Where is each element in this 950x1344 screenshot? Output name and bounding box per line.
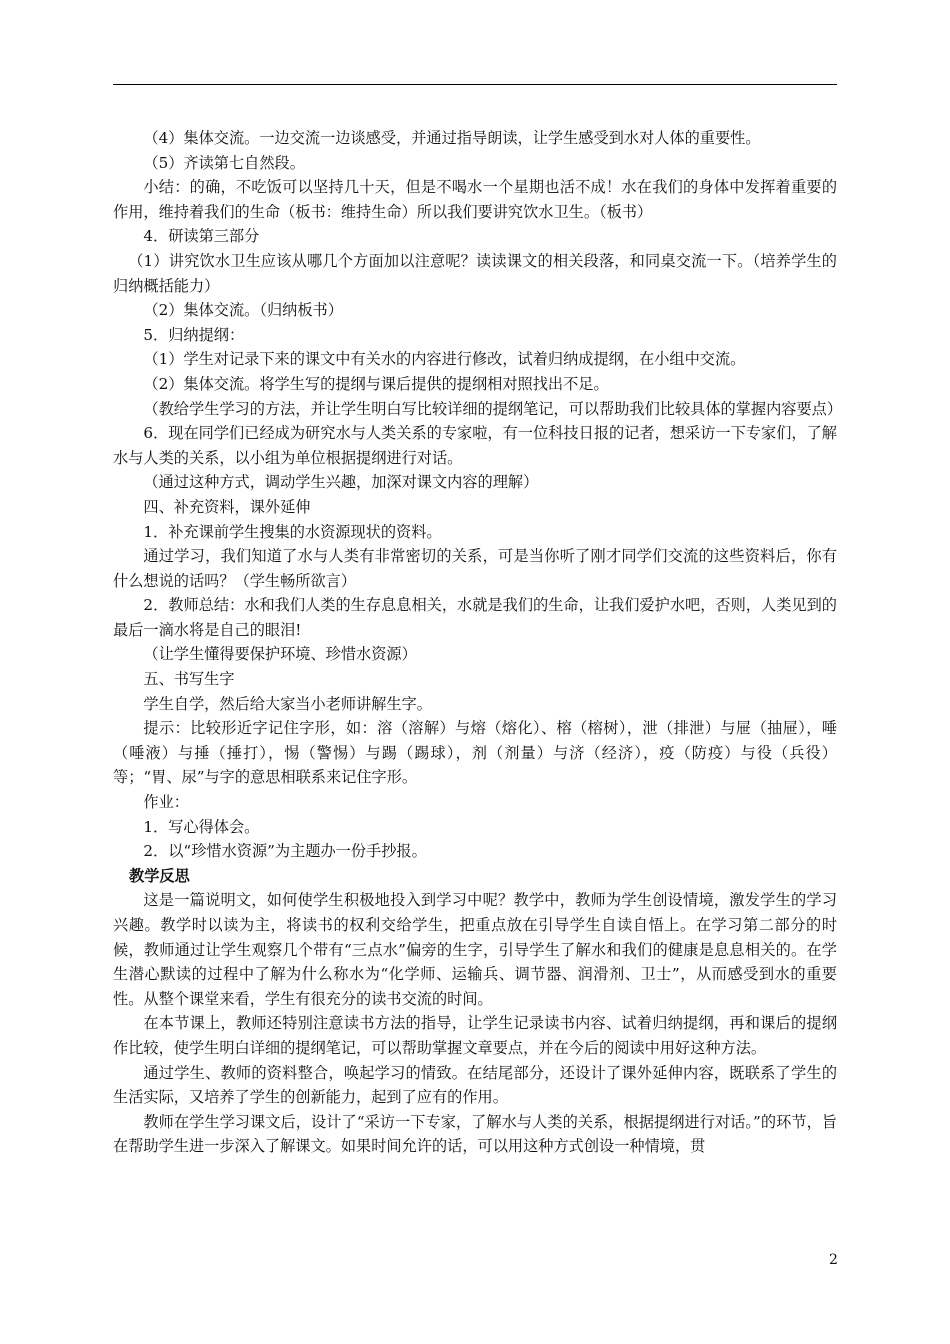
section-title: 四、补充资料，课外延伸 bbox=[143, 497, 311, 516]
paragraph: 6．现在同学们已经成为研究水与人类关系的专家啦，有一位科技日报的记者，想采访一下专家们，了解水与人类的关系，以小组为单位根据提纲进行对话。 bbox=[113, 424, 837, 467]
paragraph: （4）集体交流。一边交流一边谈感受，并通过指导朗读，让学生感受到水对人体的重要性。 bbox=[143, 129, 761, 147]
paragraph: （让学生懂得要保护环境、珍惜水资源） bbox=[143, 645, 417, 664]
paragraph: 提示：比较形近字记住字形，如：溶（溶解）与熔（熔化）、榕（榕树），泄（排泄）与屉（抽屉），唾（唾液）与捶（捶打），惕（警惕）与踢（踢球），剂（剂量）与济（经济），疫（防疫）与役（兵役）等；“胃、尿”与字的意思相联系来记住字形。 bbox=[113, 719, 837, 787]
paragraph: 4．研读第三部分 bbox=[143, 227, 260, 246]
paragraph: （通过这种方式，调动学生兴趣，加深对课文内容的理解） bbox=[143, 473, 539, 492]
header-rule bbox=[113, 84, 837, 85]
paragraph: 2．教师总结：水和我们人类的生存息息相关，水就是我们的生命，让我们爱护水吧，否则，人类见到的最后一滴水将是自己的眼泪! bbox=[113, 596, 837, 639]
paragraph: 作业： bbox=[143, 793, 189, 812]
paragraph: （2）集体交流。（归纳板书） bbox=[143, 301, 343, 320]
paragraph: （2）集体交流。将学生写的提纲与课后提供的提纲相对照找出不足。 bbox=[143, 374, 609, 393]
section-title: 五、书写生字 bbox=[143, 670, 235, 689]
reflection-paragraph: 教师在学生学习课文后，设计了“采访一下专家，了解水与人类的关系，根据提纲进行对话。”的环节，旨在帮助学生进一步深入了解课文。如果时间允许的话，可以用这种方式创设一种情境，贯 bbox=[113, 1112, 837, 1156]
paragraph: （1）学生对记录下来的课文中有关水的内容进行修改，试着归纳成提纲，在小组中交流。 bbox=[143, 350, 746, 369]
page-number: 2 bbox=[829, 1252, 838, 1268]
paragraph: 通过学习，我们知道了水与人类有非常密切的关系，可是当你听了刚才同学们交流的这些资料后，你有什么想说的话吗？（学生畅所欲言） bbox=[113, 547, 837, 590]
paragraph: 学生自学，然后给大家当小老师讲解生字。 bbox=[143, 694, 432, 713]
paragraph: 小结：的确，不吃饭可以坚持几十天，但是不喝水一个星期也活不成！水在我们的身体中发挥着重要的作用，维持着我们的生命（板书：维持生命）所以我们要讲究饮水卫生。（板书） bbox=[113, 178, 837, 221]
reflection-paragraph: 通过学生、教师的资料整合，唤起学习的情致。在结尾部分，还设计了课外延伸内容，既联系了学生的生活实际，又培养了学生的创新能力，起到了应有的作用。 bbox=[113, 1063, 837, 1107]
paragraph: 1．写心得体会。 bbox=[143, 817, 260, 836]
paragraph: （教给学生学习的方法，并让学生明白写比较详细的提纲笔记，可以帮助我们比较具体的掌握内容要点） bbox=[143, 399, 843, 418]
paragraph: 1．补充课前学生搜集的水资源现状的资料。 bbox=[143, 522, 442, 541]
document-body bbox=[113, 126, 843, 1159]
paragraph: （1）讲究饮水卫生应该从哪几个方面加以注意呢？读读课文的相关段落，和同桌交流一下。（培养学生的归纳概括能力） bbox=[113, 251, 837, 295]
paragraph: （5）齐读第七自然段。 bbox=[143, 153, 305, 172]
reflection-heading: 教学反思 bbox=[129, 866, 190, 885]
reflection-paragraph: 在本节课上，教师还特别注意读书方法的指导，让学生记录读书内容、试着归纳提纲，再和课后的提纲作比较，使学生明白详细的提纲笔记，可以帮助掌握文章要点，并在今后的阅读中用好这种方法。 bbox=[113, 1014, 837, 1057]
reflection-paragraph: 这是一篇说明文，如何使学生积极地投入到学习中呢？教学中，教师为学生创设情境，激发学生的学习兴趣。教学时以读为主，将读书的权利交给学生，把重点放在引导学生自读自悟上。在学习第二部分的时候，教师通过让学生观察几个带有“三点水”偏旁的生字，引导学生了解水和我们的健康是息息相关的。在学生潜心默读的过程中了解为什么称水为“化学师、运输兵、调节器、润滑剂、卫士”，从而感受到水的重要性。从整个课堂来看，学生有很充分的读书交流的时间。 bbox=[113, 891, 837, 1008]
paragraph: 5．归纳提纲： bbox=[143, 325, 245, 344]
paragraph: 2．以“珍惜水资源”为主题办一份手抄报。 bbox=[143, 842, 427, 861]
